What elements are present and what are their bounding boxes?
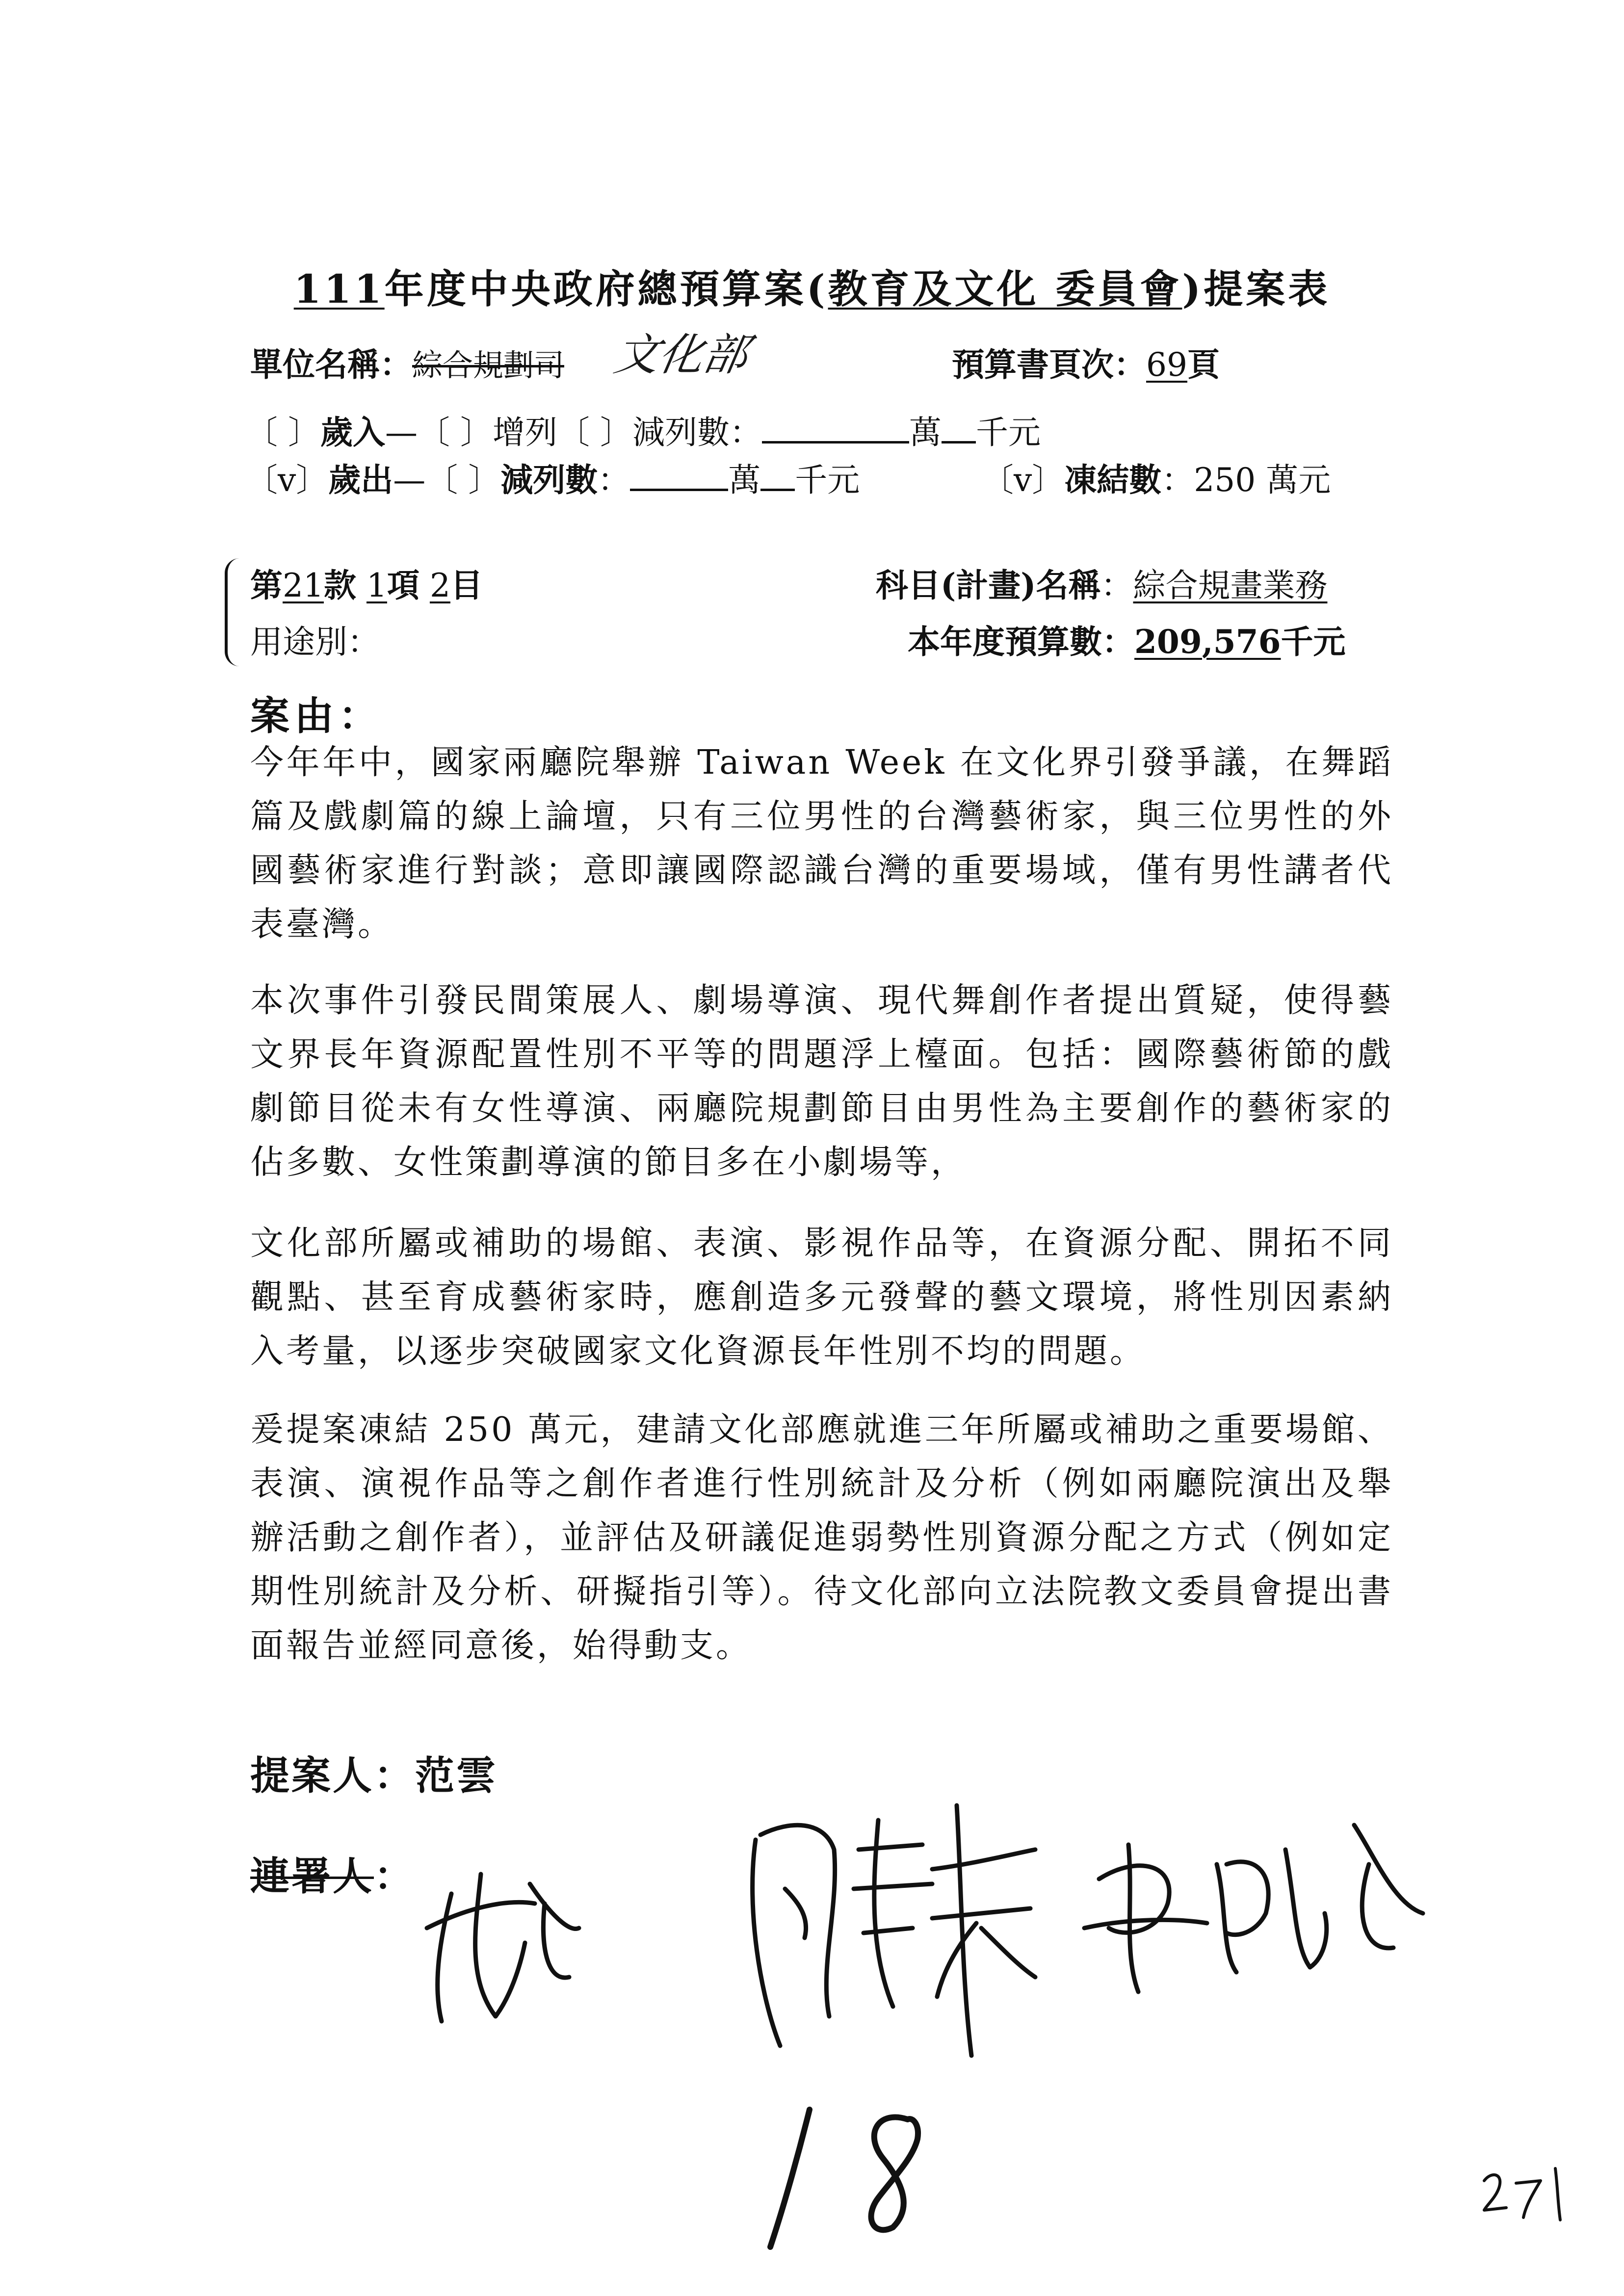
cosigners-colon: ： — [374, 1853, 415, 1899]
xiang-num: 1 — [366, 567, 387, 604]
subject-label: 科目(計畫)名稱 — [876, 566, 1101, 604]
revenue-row — [245, 406, 1041, 453]
page-mark — [1477, 2154, 1575, 2222]
proposer-name: 范雲 — [415, 1752, 498, 1799]
page-unit: 頁 — [1187, 345, 1220, 384]
signature-3 — [1079, 1805, 1433, 2002]
budget-item — [250, 559, 483, 606]
subject-name — [876, 559, 1327, 606]
budget-amount — [908, 616, 1346, 662]
handwritten-number — [756, 2090, 962, 2257]
unit-handwritten-value: 文化部 — [610, 329, 752, 381]
expenditure-dash: — — [393, 461, 426, 499]
revenue-qian-blank — [942, 417, 976, 444]
revenue-wan-blank — [762, 417, 909, 444]
title-year: 111 — [293, 266, 385, 312]
subject-value: 綜合規畫業務 — [1133, 567, 1328, 604]
proposer-label: 提案人： — [250, 1752, 415, 1799]
expenditure-decrease-check: 〔 〕 — [425, 461, 501, 499]
usage-label: 用途別： — [250, 623, 380, 661]
page-label: 預算書頁次： — [952, 345, 1146, 384]
reason-heading: 案由： — [250, 693, 383, 739]
expenditure-wan-blank — [630, 464, 728, 491]
expenditure-label: 歲出 — [328, 461, 393, 499]
revenue-check: 〔 〕 — [245, 414, 320, 451]
form-title — [0, 258, 1624, 314]
cosigners-label — [250, 1845, 415, 1901]
cosigners-struck-label: 連署人 — [250, 1853, 374, 1899]
freeze-value: ：250 萬元 — [1161, 461, 1331, 499]
expenditure-decrease-label: 減列數 — [500, 461, 598, 499]
expenditure-colon: ： — [598, 461, 630, 499]
revenue-decrease: 〔 〕減列數： — [557, 414, 762, 451]
revenue-increase: 〔 〕增列 — [417, 414, 557, 451]
title-pre: 年度中央政府總預算案( — [384, 266, 828, 312]
budget-label: 本年度預算數： — [908, 623, 1134, 661]
expenditure-check: 〔v〕 — [245, 461, 329, 499]
signature-1 — [422, 1854, 584, 2041]
kuan-pre: 第 — [250, 566, 283, 604]
proposer — [250, 1744, 498, 1800]
expenditure-qian: 千元 — [795, 461, 860, 499]
reason-paragraph-1: 今年年中，國家兩廳院舉辦 Taiwan Week 在文化界引發爭議，在舞蹈篇及戲劇篇的線上論壇，只有三位男性的台灣藝術家，與三位男性的外國藝術家進行對談；意即讓國際認識台灣的重要場域，僅有男性講者代表臺灣。 — [250, 743, 1393, 944]
page-ref — [952, 339, 1220, 385]
revenue-qian: 千元 — [975, 414, 1041, 451]
title-committee: 教育及文化 委員會 — [828, 266, 1182, 312]
expenditure-wan: 萬 — [728, 461, 761, 499]
budget-unit: 千元 — [1281, 623, 1346, 661]
freeze-amount — [981, 454, 1331, 500]
budget-value: 209,576 — [1134, 623, 1281, 661]
unit-row — [250, 339, 564, 385]
expenditure-row — [245, 454, 860, 500]
revenue-wan: 萬 — [909, 414, 942, 451]
freeze-label: 凍結數 — [1064, 461, 1162, 499]
mu-label: 目 — [450, 566, 483, 604]
kuan-num: 21 — [283, 567, 324, 604]
unit-label: 單位名稱： — [250, 345, 412, 384]
freeze-check: 〔v〕 — [981, 461, 1065, 499]
expenditure-qian-blank — [760, 464, 795, 491]
title-post: )提案表 — [1182, 266, 1331, 312]
reason-paragraph-4: 爰提案凍結 250 萬元，建請文化部應就進三年所屬或補助之重要場館、表演、演視作品等之創作者進行性別統計及分析（例如兩廳院演出及舉辦活動之創作者），並評估及研議促進弱勢性別資源分配之方式（例如定期性別統計及分析、研擬指引等）。待文化部向立法院教文委員會提出書面報告並經同意後，始得動支。 — [250, 1410, 1393, 1665]
mu-num: 2 — [429, 567, 450, 604]
page-value: 69 — [1146, 346, 1187, 384]
reason-paragraph-3: 文化部所屬或補助的場館、表演、影視作品等，在資源分配、開拓不同觀點、甚至育成藝術家時，應創造多元發聲的藝文環境，將性別因素納入考量，以逐步突破國家文化資源長年性別不均的問題。 — [250, 1224, 1393, 1371]
unit-struck-value: 綜合規劃司 — [412, 347, 565, 383]
bracket-line — [225, 558, 244, 666]
reason-paragraph-2: 本次事件引發民間策展人、劇場導演、現代舞創作者提出質疑，使得藝文界長年資源配置性別不平等的問題浮上檯面。包括：國際藝術節的戲劇節目從未有女性導演、兩廳院規劃節目由男性為主要創作的藝術家的佔多數、女性策劃導演的節目多在小劇場等， — [250, 981, 1393, 1182]
kuan-label: 款 — [323, 566, 356, 604]
signature-2 — [746, 1791, 1040, 2065]
revenue-dash: — — [385, 414, 418, 451]
revenue-label: 歲入 — [320, 413, 385, 451]
xiang-label: 項 — [387, 566, 419, 604]
subject-colon: ： — [1100, 567, 1133, 604]
